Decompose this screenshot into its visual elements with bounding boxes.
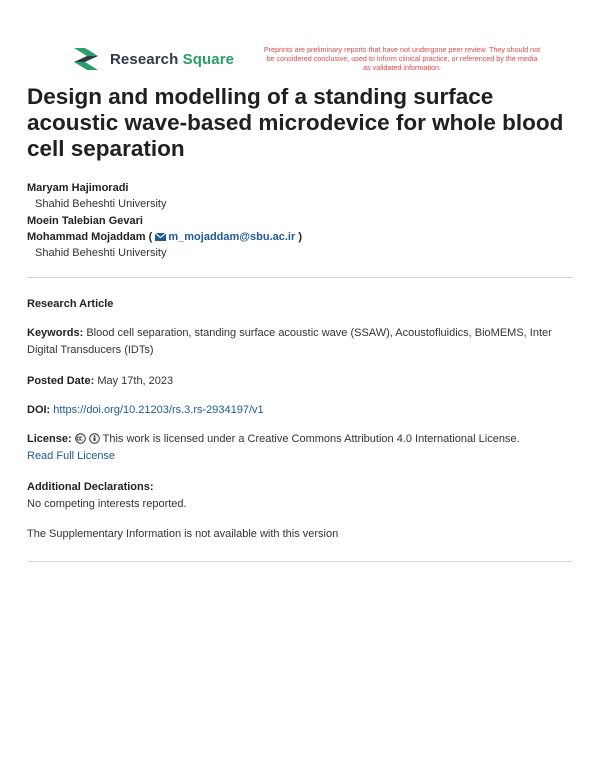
license-label: License: — [27, 433, 72, 445]
author-name[interactable]: Mohammad Mojaddam — [27, 231, 146, 243]
creative-commons-icon — [75, 433, 86, 444]
page-header — [0, 0, 600, 80]
keywords-label: Keywords: — [27, 327, 84, 339]
keywords-value: Blood cell separation, standing surface acoustic wave (SSAW), Acoustofluidics, BioMEMS, Inter Digital Transducers (IDTs) — [27, 327, 552, 356]
research-square-logo[interactable] — [74, 48, 234, 70]
author-affiliation: Shahid Beheshti University — [35, 247, 167, 259]
logo-text-square: Square — [182, 50, 235, 68]
doi-link[interactable]: https://doi.org/10.21203/rs.3.rs-2934197/v1 — [53, 404, 264, 416]
competing-interests: No competing interests reported. — [27, 498, 187, 510]
divider-top — [27, 277, 573, 278]
preprint-disclaimer: Preprints are preliminary reports that have not undergone peer review. They should not be considered conclusive, used to inform clinical practice, or referenced by the media as validated information. — [263, 45, 541, 72]
doi — [27, 402, 573, 419]
divider-bottom — [27, 561, 573, 562]
license — [27, 431, 573, 465]
posted-date-value: May 17th, 2023 — [97, 375, 174, 387]
envelope-icon — [155, 233, 166, 241]
supplementary-note: The Supplementary Information is not available with this version — [27, 528, 339, 540]
attribution-icon — [89, 433, 100, 444]
author-affiliation: Shahid Beheshti University — [35, 198, 167, 210]
author-list — [27, 180, 577, 262]
doi-label: DOI: — [27, 404, 51, 416]
posted-date-label: Posted Date: — [27, 375, 95, 387]
paper-title: Design and modelling of a standing surface acoustic wave-based microdevice for whole blood cell separation — [27, 84, 564, 161]
additional-declarations — [27, 479, 573, 513]
logo-text-research: Research — [110, 50, 179, 68]
corresponding-author — [27, 229, 577, 245]
license-text: This work is licensed under a Creative Commons Attribution 4.0 International License. — [102, 433, 520, 445]
additional-declarations-label: Additional Declarations: — [27, 481, 154, 493]
author-name[interactable]: Moein Talebian Gevari — [27, 215, 143, 227]
read-full-license-link[interactable]: Read Full License — [27, 450, 116, 462]
article-type: Research Article — [27, 298, 114, 310]
logo-text — [110, 51, 234, 68]
research-square-logo-icon — [74, 48, 102, 70]
posted-date — [27, 373, 573, 390]
author-name[interactable]: Maryam Hajimoradi — [27, 182, 129, 194]
email-wrapper: ( m_mojaddam@sbu.ac.ir ) — [148, 231, 302, 243]
keywords — [27, 325, 573, 359]
author-email-link[interactable]: m_mojaddam@sbu.ac.ir — [168, 231, 296, 243]
